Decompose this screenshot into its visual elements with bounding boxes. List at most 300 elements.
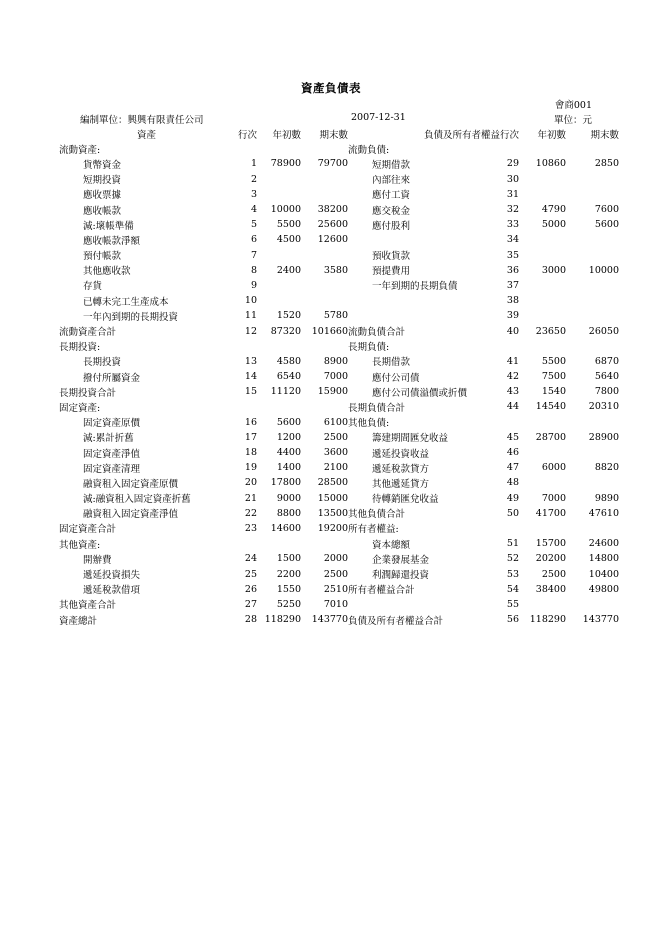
asset-begin-value: 10000 — [270, 204, 301, 216]
liability-line-no — [500, 339, 519, 354]
liability-item: 其他負債: — [348, 418, 390, 430]
liability-item: 流動負債合計 — [348, 327, 406, 339]
asset-end-value: 2510 — [323, 583, 348, 595]
asset-line-no: 27 — [244, 598, 257, 610]
liability-begin-value — [519, 339, 566, 354]
liability-end-value: 49800 — [588, 583, 620, 595]
table-row — [59, 232, 619, 247]
asset-item: 貨幣資金 — [83, 159, 122, 171]
table-row — [59, 597, 619, 612]
asset-item: 應收票據 — [83, 190, 122, 202]
asset-item: 長期投資合計 — [59, 387, 117, 399]
asset-line-no: 1 — [250, 158, 257, 170]
liability-begin-value — [519, 187, 566, 202]
liability-item: 其他遞延貸方 — [372, 478, 430, 490]
asset-end-value: 143770 — [311, 614, 348, 626]
asset-end-value: 15000 — [317, 492, 348, 504]
header-line-no: 行次 — [237, 129, 257, 141]
liability-begin-value: 15700 — [535, 538, 567, 550]
report-date: 2007-12-31 — [351, 112, 406, 123]
table-row — [59, 369, 619, 384]
liability-line-no: 46 — [506, 447, 520, 459]
asset-end-value: 3600 — [323, 447, 348, 459]
table-row — [59, 566, 619, 581]
liability-line-no: 56 — [506, 614, 520, 626]
asset-end-value: 38200 — [317, 204, 348, 216]
asset-end-value — [301, 248, 348, 263]
asset-begin-value: 11120 — [270, 386, 301, 398]
liability-end-value: 10000 — [588, 264, 620, 276]
liability-line-no: 32 — [506, 204, 520, 216]
asset-line-no: 5 — [250, 219, 257, 231]
header-line-no-2: 行次 — [500, 129, 520, 141]
asset-end-value: 13500 — [317, 507, 348, 519]
table-row — [59, 293, 619, 308]
liability-item: 資本總額 — [372, 539, 411, 551]
asset-line-no: 25 — [244, 568, 257, 580]
liability-item: 利潤歸還投資 — [372, 570, 430, 582]
asset-end-value: 101660 — [311, 325, 348, 337]
liability-line-no: 52 — [506, 553, 520, 565]
asset-end-value — [301, 278, 348, 293]
liability-item: 預提費用 — [372, 266, 411, 278]
liability-line-no: 45 — [506, 431, 520, 443]
liability-end-value — [566, 415, 619, 430]
liability-end-value: 8820 — [594, 462, 620, 474]
asset-line-no — [234, 399, 257, 414]
asset-end-value: 12600 — [317, 234, 348, 246]
form-code: 會商001 — [554, 100, 592, 111]
liability-line-no: 39 — [506, 310, 520, 322]
asset-item: 長期投資 — [83, 357, 122, 369]
table-row — [59, 263, 619, 278]
table-row — [59, 415, 619, 430]
table-row — [59, 460, 619, 475]
liability-end-value: 7600 — [594, 204, 620, 216]
liability-item: 流動負債: — [348, 144, 390, 156]
asset-begin-value — [257, 172, 301, 187]
liability-begin-value — [519, 232, 566, 247]
liability-begin-value: 7000 — [541, 492, 567, 504]
liability-begin-value: 4790 — [541, 204, 567, 216]
liability-begin-value — [519, 172, 566, 187]
asset-end-value — [301, 141, 348, 156]
balance-sheet-table — [59, 126, 619, 627]
asset-line-no: 14 — [244, 371, 257, 383]
asset-item: 流動資產合計 — [59, 327, 117, 339]
liability-item: 長期負債合計 — [348, 402, 406, 414]
asset-begin-value: 4500 — [276, 234, 301, 246]
table-row — [59, 445, 619, 460]
asset-line-no — [234, 339, 257, 354]
table-row — [59, 551, 619, 566]
asset-begin-value — [257, 141, 301, 156]
asset-begin-value: 1520 — [276, 310, 301, 322]
asset-item: 固定資產: — [59, 402, 101, 414]
asset-line-no: 23 — [244, 522, 257, 534]
liability-begin-value: 118290 — [529, 614, 567, 626]
asset-end-value — [301, 293, 348, 308]
liability-begin-value — [519, 293, 566, 308]
liability-line-no: 35 — [506, 249, 520, 261]
asset-end-value: 5780 — [323, 310, 348, 322]
liability-end-value: 47610 — [588, 507, 620, 519]
asset-begin-value: 8800 — [276, 507, 301, 519]
liability-line-no: 33 — [506, 219, 520, 231]
liability-end-value — [566, 445, 619, 460]
asset-line-no: 24 — [244, 553, 257, 565]
liability-begin-value: 41700 — [535, 507, 567, 519]
liability-begin-value — [519, 597, 566, 612]
table-row — [59, 217, 619, 232]
asset-item: 減:壞帳準備 — [83, 220, 134, 232]
asset-item: 融資租入固定資產淨值 — [83, 509, 179, 521]
asset-line-no: 20 — [244, 477, 257, 489]
asset-line-no: 15 — [244, 386, 257, 398]
liability-end-value — [566, 597, 619, 612]
asset-begin-value — [257, 187, 301, 202]
liability-line-no: 51 — [506, 538, 520, 550]
asset-begin-value: 1400 — [276, 462, 301, 474]
asset-line-no: 26 — [244, 583, 257, 595]
table-row — [59, 323, 619, 338]
liability-end-value: 14800 — [588, 553, 620, 565]
liability-item: 遞延稅款貸方 — [372, 463, 430, 475]
liability-item: 其他負債合計 — [348, 509, 406, 521]
asset-begin-value: 1550 — [276, 583, 301, 595]
asset-line-no: 19 — [244, 462, 257, 474]
liability-line-no: 44 — [506, 401, 520, 413]
asset-begin-value: 4400 — [276, 447, 301, 459]
asset-line-no: 21 — [244, 492, 257, 504]
asset-item: 遞延稅款借項 — [83, 585, 141, 597]
asset-end-value: 25600 — [317, 219, 348, 231]
liability-line-no: 55 — [506, 598, 520, 610]
liability-end-value: 5640 — [594, 371, 620, 383]
asset-line-no: 7 — [250, 249, 257, 261]
liability-line-no: 47 — [506, 462, 520, 474]
asset-item: 存貨 — [83, 281, 103, 293]
asset-line-no: 3 — [250, 188, 257, 200]
liability-line-no: 53 — [506, 568, 520, 580]
company-name: 編制單位：興興有限責任公司 — [80, 115, 204, 126]
table-row — [59, 384, 619, 399]
liability-begin-value — [519, 141, 566, 156]
asset-end-value — [301, 172, 348, 187]
liability-end-value: 28900 — [588, 431, 620, 443]
liability-item: 遞延投資收益 — [372, 448, 430, 460]
asset-begin-value: 9000 — [276, 492, 301, 504]
asset-begin-value: 14600 — [270, 522, 301, 534]
asset-item: 其他應收款 — [83, 266, 131, 278]
asset-begin-value: 78900 — [270, 158, 301, 170]
asset-item: 一年內到期的長期投資 — [83, 311, 179, 323]
liability-line-no: 54 — [506, 583, 520, 595]
table-row — [59, 536, 619, 551]
asset-line-no: 9 — [250, 279, 257, 291]
asset-begin-value — [257, 248, 301, 263]
liability-end-value — [566, 521, 619, 536]
asset-begin-value: 1200 — [276, 431, 301, 443]
liability-line-no: 50 — [506, 507, 520, 519]
asset-begin-value — [257, 278, 301, 293]
liability-end-value — [566, 475, 619, 490]
liability-item: 預收貨款 — [372, 251, 411, 263]
table-row — [59, 475, 619, 490]
liability-item: 應付工資 — [372, 190, 411, 202]
liability-line-no: 30 — [506, 173, 520, 185]
liability-item: 應交稅金 — [372, 205, 411, 217]
asset-end-value — [301, 399, 348, 414]
asset-item: 應收帳款 — [83, 205, 122, 217]
liability-begin-value — [519, 308, 566, 323]
asset-line-no: 6 — [250, 234, 257, 246]
table-row — [59, 339, 619, 354]
asset-item: 減:累計折舊 — [83, 433, 134, 445]
liability-begin-value: 20200 — [535, 553, 567, 565]
asset-item: 融資租入固定資產原價 — [83, 478, 179, 490]
liability-line-no: 37 — [506, 279, 520, 291]
header-begin-2: 年初數 — [537, 129, 567, 141]
liability-end-value: 10400 — [588, 568, 620, 580]
asset-line-no: 16 — [244, 416, 257, 428]
asset-begin-value: 6540 — [276, 371, 301, 383]
asset-item: 其他資產合計 — [59, 600, 117, 612]
liability-line-no: 48 — [506, 477, 520, 489]
liability-item: 應付公司債溢價或折價 — [372, 387, 468, 399]
asset-line-no — [234, 141, 257, 156]
asset-item: 流動資產: — [59, 144, 101, 156]
liability-line-no: 36 — [506, 264, 520, 276]
table-header-row — [59, 126, 619, 141]
asset-item: 撥付所屬資金 — [83, 372, 141, 384]
asset-begin-value: 118290 — [264, 614, 301, 626]
asset-begin-value — [257, 339, 301, 354]
header-asset: 資產 — [136, 129, 156, 141]
asset-begin-value — [257, 399, 301, 414]
liability-line-no: 42 — [506, 371, 520, 383]
asset-end-value: 2500 — [323, 431, 348, 443]
asset-line-no: 4 — [250, 204, 257, 216]
asset-begin-value: 2400 — [276, 264, 301, 276]
liability-line-no — [500, 141, 519, 156]
liability-end-value: 9890 — [594, 492, 620, 504]
liability-end-value: 20310 — [588, 401, 620, 413]
liability-line-no — [500, 521, 519, 536]
liability-begin-value — [519, 278, 566, 293]
asset-line-no: 17 — [244, 431, 257, 443]
liability-begin-value: 38400 — [535, 583, 567, 595]
asset-item: 固定資產清理 — [83, 463, 141, 475]
liability-end-value: 24600 — [588, 538, 620, 550]
liability-end-value — [566, 278, 619, 293]
asset-end-value: 19200 — [317, 522, 348, 534]
liability-line-no: 49 — [506, 492, 520, 504]
liability-begin-value: 7500 — [541, 371, 567, 383]
asset-item: 短期投資 — [83, 175, 122, 187]
asset-item: 已轉未完工生產成本 — [83, 296, 169, 308]
table-row — [59, 354, 619, 369]
asset-begin-value: 2200 — [276, 568, 301, 580]
liability-end-value: 5600 — [594, 219, 620, 231]
liability-item: 待轉銷匯兌收益 — [372, 494, 439, 506]
asset-begin-value: 1500 — [276, 553, 301, 565]
liability-begin-value — [519, 475, 566, 490]
liability-end-value — [566, 308, 619, 323]
liability-line-no: 31 — [506, 188, 520, 200]
liability-begin-value: 23650 — [535, 325, 567, 337]
liability-begin-value: 14540 — [535, 401, 567, 413]
liability-begin-value: 6000 — [541, 462, 567, 474]
asset-item: 預付帳款 — [83, 251, 122, 263]
liability-line-no: 34 — [506, 234, 520, 246]
liability-item — [348, 308, 500, 323]
liability-item: 所有者權益合計 — [348, 585, 415, 597]
header-begin: 年初數 — [272, 129, 301, 141]
asset-item: 長期投資: — [59, 342, 101, 354]
liability-end-value: 6870 — [594, 355, 620, 367]
asset-line-no: 10 — [244, 295, 257, 307]
liability-item — [348, 232, 500, 247]
asset-item: 其他資產: — [59, 539, 101, 551]
table-row — [59, 582, 619, 597]
liability-item: 籌建期間匯兌收益 — [372, 433, 449, 445]
asset-line-no: 13 — [244, 355, 257, 367]
liability-end-value — [566, 172, 619, 187]
header-end: 期末數 — [319, 129, 348, 141]
liability-line-no — [500, 415, 519, 430]
asset-begin-value — [257, 536, 301, 551]
liability-begin-value: 28700 — [535, 431, 567, 443]
asset-end-value: 8900 — [323, 355, 348, 367]
asset-end-value: 2100 — [323, 462, 348, 474]
asset-end-value: 2500 — [323, 568, 348, 580]
liability-end-value — [566, 141, 619, 156]
table-row — [59, 506, 619, 521]
asset-line-no — [234, 536, 257, 551]
page-title: 資產負債表 — [301, 81, 361, 95]
asset-end-value: 79700 — [317, 158, 348, 170]
liability-item — [348, 293, 500, 308]
asset-line-no: 28 — [244, 614, 257, 626]
liability-end-value: 143770 — [582, 614, 620, 626]
asset-item: 固定資產原價 — [83, 418, 141, 430]
asset-end-value: 2000 — [323, 553, 348, 565]
liability-begin-value — [519, 248, 566, 263]
liability-line-no: 29 — [506, 158, 520, 170]
liability-begin-value: 5500 — [541, 355, 567, 367]
liability-item: 一年到期的長期負債 — [372, 281, 458, 293]
asset-item: 固定資產淨值 — [83, 448, 141, 460]
asset-line-no: 18 — [244, 447, 257, 459]
liability-item: 長期負債: — [348, 342, 390, 354]
liability-begin-value — [519, 445, 566, 460]
table-row — [59, 430, 619, 445]
liability-item: 負債及所有者權益合計 — [348, 615, 444, 627]
liability-line-no: 40 — [506, 325, 520, 337]
asset-end-value — [301, 339, 348, 354]
liability-item: 短期借款 — [372, 159, 411, 171]
liability-begin-value: 10860 — [535, 158, 567, 170]
asset-begin-value: 5600 — [276, 416, 301, 428]
table-row — [59, 399, 619, 414]
liability-line-no: 41 — [506, 355, 520, 367]
asset-item: 應收帳款淨額 — [83, 235, 141, 247]
liability-end-value: 26050 — [588, 325, 620, 337]
asset-line-no: 8 — [250, 264, 257, 276]
liability-begin-value — [519, 415, 566, 430]
asset-item: 減:融資租入固定資產折舊 — [83, 494, 191, 506]
liability-end-value — [566, 248, 619, 263]
liability-item — [348, 597, 500, 612]
table-row — [59, 491, 619, 506]
asset-line-no: 11 — [244, 310, 257, 322]
asset-begin-value: 17800 — [270, 477, 301, 489]
liability-line-no: 38 — [506, 295, 520, 307]
liability-begin-value: 1540 — [541, 386, 567, 398]
header-liability: 負債及所有者權益 — [423, 129, 500, 141]
asset-line-no: 2 — [250, 173, 257, 185]
asset-begin-value: 5250 — [276, 598, 301, 610]
liability-item: 應付公司債 — [372, 372, 420, 384]
currency-unit: 單位：元 — [553, 115, 592, 126]
liability-item: 所有者權益: — [348, 524, 399, 536]
liability-item: 企業發展基金 — [372, 554, 430, 566]
table-row — [59, 141, 619, 156]
liability-end-value — [566, 339, 619, 354]
liability-end-value — [566, 293, 619, 308]
table-row — [59, 172, 619, 187]
asset-item: 資產總計 — [59, 615, 98, 627]
liability-item: 長期借款 — [372, 357, 411, 369]
liability-begin-value — [519, 521, 566, 536]
table-row — [59, 308, 619, 323]
table-row — [59, 521, 619, 536]
asset-end-value: 15900 — [317, 386, 348, 398]
liability-end-value — [566, 232, 619, 247]
asset-begin-value: 4580 — [276, 355, 301, 367]
asset-item: 遞延投資損失 — [83, 570, 141, 582]
asset-item: 固定資產合計 — [59, 524, 117, 536]
asset-end-value: 6100 — [323, 416, 348, 428]
asset-begin-value: 5500 — [276, 219, 301, 231]
liability-item: 內部往來 — [372, 175, 411, 187]
table-row — [59, 202, 619, 217]
liability-begin-value: 2500 — [541, 568, 567, 580]
table-row — [59, 187, 619, 202]
liability-begin-value: 3000 — [541, 264, 567, 276]
liability-line-no: 43 — [506, 386, 520, 398]
table-row — [59, 612, 619, 627]
liability-begin-value: 5000 — [541, 219, 567, 231]
header-end-2: 期末數 — [590, 129, 620, 141]
asset-line-no: 12 — [244, 325, 257, 337]
table-row — [59, 248, 619, 263]
asset-end-value: 7010 — [323, 598, 348, 610]
liability-end-value: 7800 — [594, 386, 620, 398]
table-row — [59, 156, 619, 171]
table-row — [59, 278, 619, 293]
asset-end-value: 28500 — [317, 477, 348, 489]
liability-item: 應付股利 — [372, 220, 411, 232]
asset-begin-value: 87320 — [270, 325, 301, 337]
asset-item: 開辦費 — [83, 554, 112, 566]
asset-begin-value — [257, 293, 301, 308]
asset-end-value — [301, 187, 348, 202]
asset-end-value — [301, 536, 348, 551]
liability-end-value — [566, 187, 619, 202]
asset-end-value: 3580 — [323, 264, 348, 276]
